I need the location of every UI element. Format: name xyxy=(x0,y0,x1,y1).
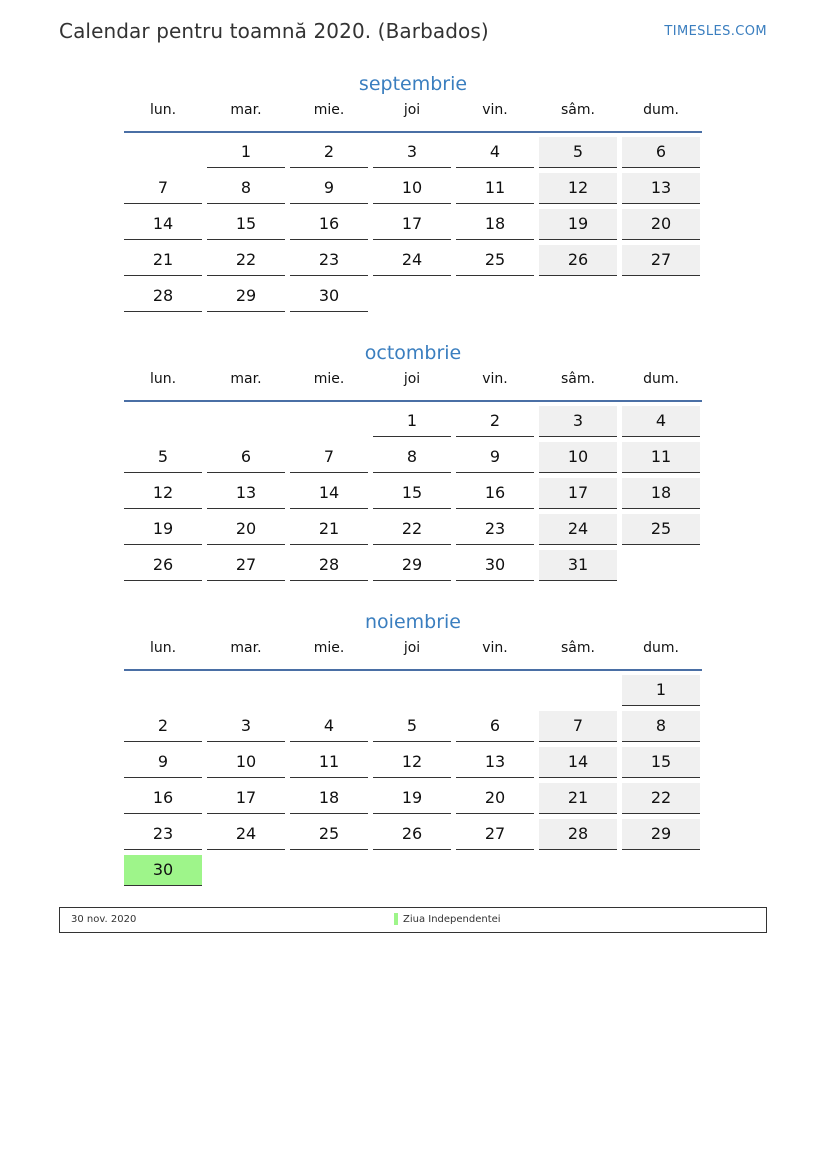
weekday-label: lun. xyxy=(149,371,177,387)
week-row xyxy=(124,209,702,241)
weekend-day-cell: 28 xyxy=(539,819,617,850)
holiday-color-swatch xyxy=(394,913,398,925)
empty-cell xyxy=(207,855,285,885)
day-cell: 8 xyxy=(207,173,285,204)
weekday-label: sâm. xyxy=(561,371,595,387)
weekend-day-cell: 27 xyxy=(622,245,700,276)
weekend-day-cell: 13 xyxy=(622,173,700,204)
empty-cell xyxy=(456,675,534,705)
day-cell: 16 xyxy=(456,478,534,509)
weekend-day-cell: 6 xyxy=(622,137,700,168)
day-cell: 28 xyxy=(124,281,202,312)
weekend-day-cell: 3 xyxy=(539,406,617,437)
day-cell: 20 xyxy=(207,514,285,545)
day-cell: 21 xyxy=(290,514,368,545)
day-grid xyxy=(124,133,702,313)
holiday-day-cell: 30 xyxy=(124,855,202,886)
week-row xyxy=(124,406,702,438)
day-cell: 30 xyxy=(456,550,534,581)
weekend-day-cell: 10 xyxy=(539,442,617,473)
weekend-day-cell: 15 xyxy=(622,747,700,778)
empty-cell xyxy=(373,855,451,885)
day-cell: 8 xyxy=(373,442,451,473)
empty-cell xyxy=(622,550,700,580)
day-cell: 9 xyxy=(124,747,202,778)
weekday-label: dum. xyxy=(643,640,679,656)
weekday-header xyxy=(124,636,702,671)
weekend-day-cell: 19 xyxy=(539,209,617,240)
day-cell: 16 xyxy=(124,783,202,814)
weekend-day-cell: 20 xyxy=(622,209,700,240)
empty-cell xyxy=(539,675,617,705)
day-cell: 11 xyxy=(456,173,534,204)
day-cell: 23 xyxy=(290,245,368,276)
month-septembrie xyxy=(124,70,702,317)
week-row xyxy=(124,783,702,815)
day-grid xyxy=(124,671,702,887)
week-row xyxy=(124,675,702,707)
weekday-label: dum. xyxy=(643,102,679,118)
day-cell: 29 xyxy=(373,550,451,581)
weekend-day-cell: 4 xyxy=(622,406,700,437)
day-cell: 4 xyxy=(456,137,534,168)
site-link[interactable]: TIMESLES.COM xyxy=(664,24,767,39)
day-cell: 24 xyxy=(207,819,285,850)
week-row xyxy=(124,137,702,169)
weekday-label: mie. xyxy=(313,371,345,387)
day-cell: 14 xyxy=(290,478,368,509)
weekend-day-cell: 8 xyxy=(622,711,700,742)
day-cell: 1 xyxy=(207,137,285,168)
empty-cell xyxy=(456,855,534,885)
holiday-date: 30 nov. 2020 xyxy=(71,914,137,925)
weekend-day-cell: 25 xyxy=(622,514,700,545)
empty-cell xyxy=(124,675,202,705)
day-cell: 1 xyxy=(373,406,451,437)
day-cell: 5 xyxy=(124,442,202,473)
week-row xyxy=(124,173,702,205)
day-cell: 24 xyxy=(373,245,451,276)
holiday-legend xyxy=(59,907,767,933)
weekday-label: vin. xyxy=(482,371,508,387)
weekend-day-cell: 14 xyxy=(539,747,617,778)
day-cell: 22 xyxy=(373,514,451,545)
day-cell: 13 xyxy=(456,747,534,778)
day-cell: 7 xyxy=(290,442,368,473)
empty-cell xyxy=(373,281,451,311)
weekday-label: mar. xyxy=(230,102,262,118)
day-cell: 22 xyxy=(207,245,285,276)
week-row xyxy=(124,478,702,510)
day-cell: 10 xyxy=(207,747,285,778)
day-cell: 16 xyxy=(290,209,368,240)
empty-cell xyxy=(207,406,285,436)
day-cell: 21 xyxy=(124,245,202,276)
day-cell: 3 xyxy=(207,711,285,742)
day-cell: 7 xyxy=(124,173,202,204)
day-cell: 9 xyxy=(456,442,534,473)
day-cell: 5 xyxy=(373,711,451,742)
empty-cell xyxy=(373,675,451,705)
empty-cell xyxy=(124,137,202,167)
day-cell: 25 xyxy=(456,245,534,276)
day-cell: 2 xyxy=(124,711,202,742)
day-cell: 19 xyxy=(373,783,451,814)
week-row xyxy=(124,442,702,474)
day-cell: 25 xyxy=(290,819,368,850)
day-cell: 10 xyxy=(373,173,451,204)
week-row xyxy=(124,550,702,582)
empty-cell xyxy=(539,855,617,885)
weekday-header xyxy=(124,367,702,402)
day-cell: 14 xyxy=(124,209,202,240)
empty-cell xyxy=(290,855,368,885)
weekday-label: joi xyxy=(403,102,421,118)
week-row xyxy=(124,711,702,743)
day-cell: 9 xyxy=(290,173,368,204)
weekend-day-cell: 12 xyxy=(539,173,617,204)
weekend-day-cell: 11 xyxy=(622,442,700,473)
weekday-label: mie. xyxy=(313,640,345,656)
day-cell: 23 xyxy=(456,514,534,545)
weekday-label: joi xyxy=(403,640,421,656)
empty-cell xyxy=(622,281,700,311)
page-title: Calendar pentru toamnă 2020. (Barbados) xyxy=(59,19,489,43)
empty-cell xyxy=(290,675,368,705)
month-name: octombrie xyxy=(364,342,462,364)
weekday-label: dum. xyxy=(643,371,679,387)
day-cell: 28 xyxy=(290,550,368,581)
empty-cell xyxy=(622,855,700,885)
day-cell: 11 xyxy=(290,747,368,778)
week-row xyxy=(124,281,702,313)
month-octombrie xyxy=(124,339,702,586)
day-grid xyxy=(124,402,702,582)
day-cell: 20 xyxy=(456,783,534,814)
weekday-label: lun. xyxy=(149,102,177,118)
day-cell: 27 xyxy=(207,550,285,581)
day-cell: 17 xyxy=(207,783,285,814)
day-cell: 13 xyxy=(207,478,285,509)
weekend-day-cell: 29 xyxy=(622,819,700,850)
weekday-label: sâm. xyxy=(561,640,595,656)
month-name: noiembrie xyxy=(365,611,461,633)
week-row xyxy=(124,514,702,546)
month-noiembrie xyxy=(124,608,702,891)
weekday-label: lun. xyxy=(149,640,177,656)
day-cell: 23 xyxy=(124,819,202,850)
day-cell: 30 xyxy=(290,281,368,312)
week-row xyxy=(124,819,702,851)
day-cell: 4 xyxy=(290,711,368,742)
day-cell: 12 xyxy=(124,478,202,509)
day-cell: 3 xyxy=(373,137,451,168)
day-cell: 15 xyxy=(207,209,285,240)
month-name: septembrie xyxy=(358,73,468,95)
day-cell: 12 xyxy=(373,747,451,778)
weekday-label: joi xyxy=(403,371,421,387)
week-row xyxy=(124,855,702,887)
day-cell: 15 xyxy=(373,478,451,509)
weekend-day-cell: 31 xyxy=(539,550,617,581)
day-cell: 6 xyxy=(207,442,285,473)
day-cell: 18 xyxy=(456,209,534,240)
day-cell: 17 xyxy=(373,209,451,240)
day-cell: 19 xyxy=(124,514,202,545)
weekday-label: mar. xyxy=(230,371,262,387)
day-cell: 27 xyxy=(456,819,534,850)
weekend-day-cell: 24 xyxy=(539,514,617,545)
day-cell: 6 xyxy=(456,711,534,742)
weekend-day-cell: 1 xyxy=(622,675,700,706)
weekday-label: mar. xyxy=(230,640,262,656)
week-row xyxy=(124,747,702,779)
weekday-header xyxy=(124,98,702,133)
empty-cell xyxy=(124,406,202,436)
week-row xyxy=(124,245,702,277)
weekend-day-cell: 5 xyxy=(539,137,617,168)
weekend-day-cell: 18 xyxy=(622,478,700,509)
weekday-label: mie. xyxy=(313,102,345,118)
weekend-day-cell: 21 xyxy=(539,783,617,814)
empty-cell xyxy=(290,406,368,436)
day-cell: 29 xyxy=(207,281,285,312)
weekend-day-cell: 17 xyxy=(539,478,617,509)
day-cell: 26 xyxy=(373,819,451,850)
weekend-day-cell: 22 xyxy=(622,783,700,814)
weekday-label: vin. xyxy=(482,640,508,656)
holiday-name: Ziua Independentei xyxy=(403,914,501,925)
weekend-day-cell: 26 xyxy=(539,245,617,276)
day-cell: 26 xyxy=(124,550,202,581)
weekday-label: vin. xyxy=(482,102,508,118)
day-cell: 2 xyxy=(456,406,534,437)
empty-cell xyxy=(539,281,617,311)
weekday-label: sâm. xyxy=(561,102,595,118)
empty-cell xyxy=(207,675,285,705)
weekend-day-cell: 7 xyxy=(539,711,617,742)
day-cell: 2 xyxy=(290,137,368,168)
empty-cell xyxy=(456,281,534,311)
day-cell: 18 xyxy=(290,783,368,814)
